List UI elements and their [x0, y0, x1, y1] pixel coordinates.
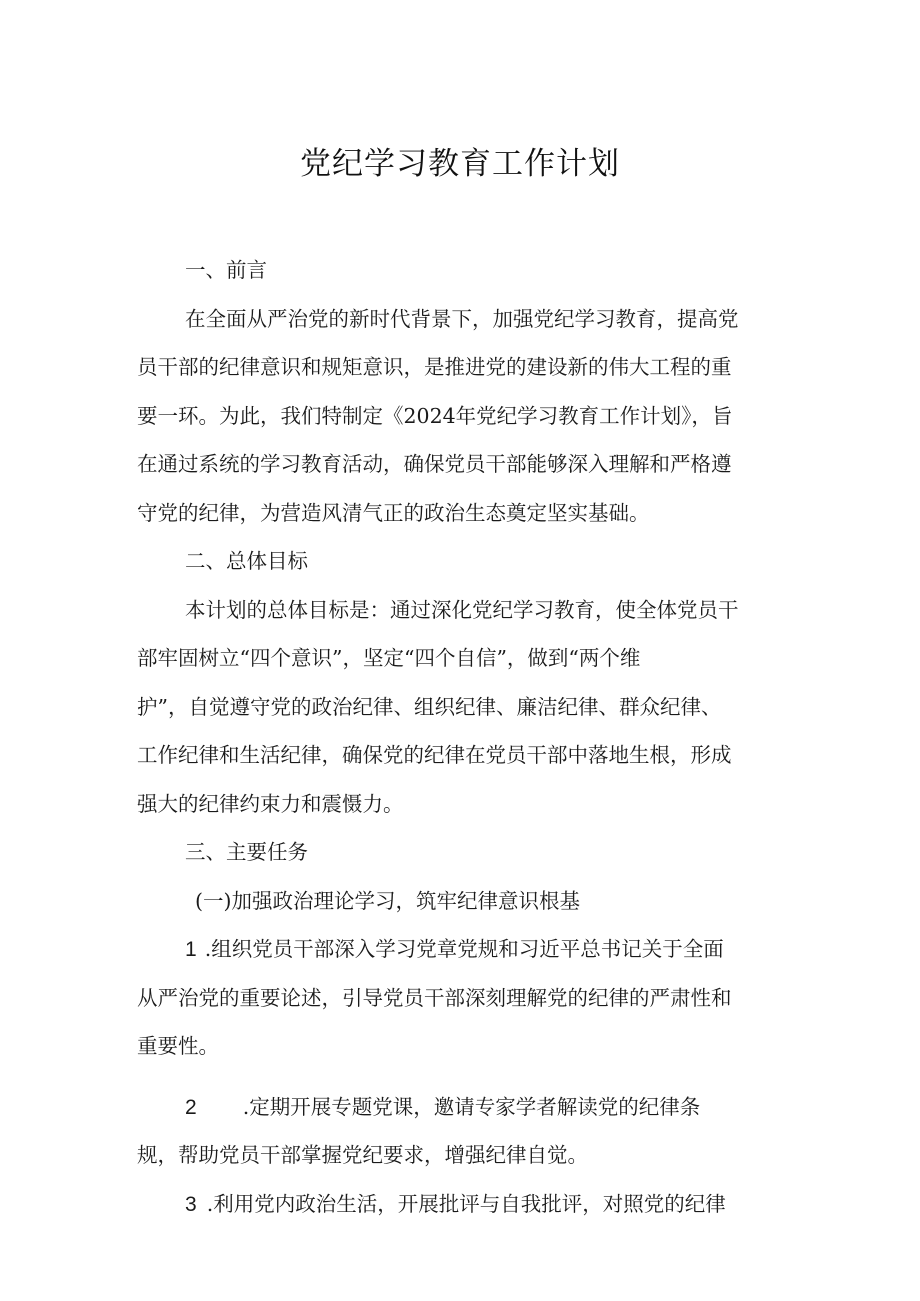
paragraph-line: 护”，自觉遵守党的政治纪律、组织纪律、廉洁纪律、群众纪律、: [137, 694, 722, 719]
paragraph-line: 从严治党的重要论述，引导党员干部深刻理解党的纪律的严肃性和: [137, 985, 732, 1010]
paragraph-line: 强大的纪律约束力和震慑力。: [137, 791, 404, 816]
paragraph-line: 在通过系统的学习教育活动，确保党员干部能够深入理解和严格遵: [137, 452, 732, 476]
list-item-number: 2: [185, 1095, 197, 1119]
document-title: 党纪学习教育工作计划: [300, 146, 620, 182]
paragraph-line: 本计划的总体目标是：通过深化党纪学习教育，使全体党员干: [185, 597, 739, 622]
list-item-3-line: [137, 1180, 769, 1229]
section-heading-goals: 二、总体目标: [185, 549, 308, 573]
paragraph-line: 工作纪律和生活纪律，确保党的纪律在党员干部中落地生根，形成: [137, 743, 732, 767]
list-item-2-line: [137, 1083, 769, 1132]
section-heading-preface: 一、前言: [185, 258, 267, 282]
list-item-text: .定期开展专题党课，邀请专家学者解读党的纪律条: [242, 1094, 701, 1119]
paragraph-line: 守党的纪律，为营造风清气正的政治生态奠定坚实基础。: [137, 500, 650, 525]
subsection-heading: (一)加强政治理论学习，筑牢纪律意识根基: [195, 888, 580, 913]
list-item-number: 3: [185, 1192, 197, 1216]
section-heading-tasks: 三、主要任务: [185, 840, 308, 864]
paragraph-line: 在全面从严治党的新时代背景下，加强党纪学习教育，提高党: [185, 306, 739, 331]
list-item-text: .利用党内政治生活，开展批评与自我批评，对照党的纪律: [206, 1191, 726, 1216]
list-item-1-line: [137, 925, 769, 974]
paragraph-line: 重要性。: [137, 1034, 219, 1058]
list-item-text: .组织党员干部深入学习党章党规和习近平总书记关于全面: [204, 937, 724, 961]
paragraph-line: 部牢固树立“四个意识”，坚定“四个自信”，做到“两个维: [137, 646, 641, 670]
list-item-number: 1: [185, 938, 197, 961]
document-body: [137, 246, 769, 1228]
paragraph-line: 员干部的纪律意识和规矩意识，是推进党的建设新的伟大工程的重: [137, 355, 732, 379]
paragraph-line: 规，帮助党员干部掌握党纪要求，增强纪律自觉。: [137, 1143, 588, 1167]
paragraph-line: 要一环。为此，我们特制定《2024年党纪学习教育工作计划》，旨: [137, 403, 733, 428]
